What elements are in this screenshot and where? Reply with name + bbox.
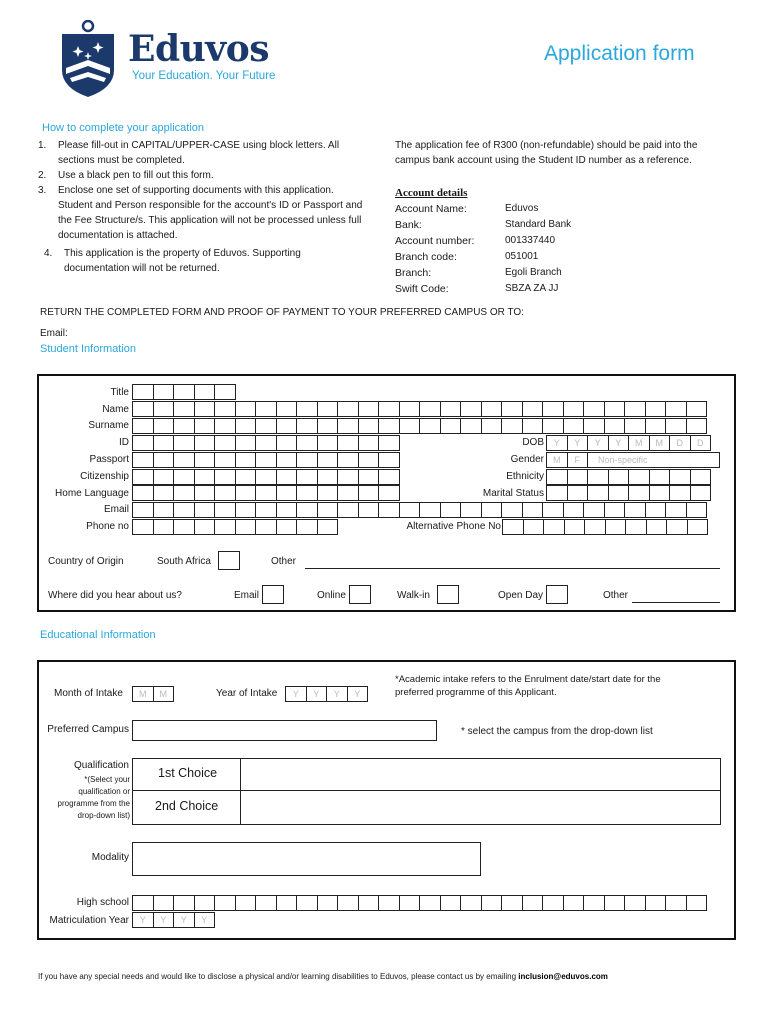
grid-cell[interactable] xyxy=(255,485,277,501)
grid-cell[interactable] xyxy=(276,452,298,468)
grid-cell[interactable] xyxy=(214,502,236,518)
grid-cell[interactable] xyxy=(501,401,523,417)
passport-cells[interactable] xyxy=(132,452,399,468)
title-cells[interactable] xyxy=(132,384,235,400)
grid-cell[interactable] xyxy=(214,418,236,434)
country-other-label: Other xyxy=(271,556,297,567)
grid-cell[interactable] xyxy=(276,485,298,501)
modality-select[interactable] xyxy=(132,842,481,876)
grid-cell[interactable] xyxy=(460,895,482,911)
grid-cell[interactable] xyxy=(690,485,712,501)
grid-cell[interactable] xyxy=(173,401,195,417)
marital-status-cells[interactable] xyxy=(546,485,710,501)
grid-cell[interactable] xyxy=(628,469,650,485)
grid-cell[interactable] xyxy=(173,435,195,451)
gender-m[interactable]: M xyxy=(546,452,568,468)
grid-cell[interactable] xyxy=(628,485,650,501)
grid-cell[interactable] xyxy=(460,502,482,518)
grid-cell[interactable] xyxy=(153,435,175,451)
grid-cell[interactable] xyxy=(542,418,564,434)
matric-year-label: Matriculation Year xyxy=(49,915,129,926)
grid-cell[interactable] xyxy=(358,418,380,434)
grid-cell[interactable] xyxy=(624,418,646,434)
south-africa-label: South Africa xyxy=(157,556,211,567)
grid-cell[interactable] xyxy=(194,485,216,501)
grid-cell[interactable] xyxy=(687,519,709,535)
name-cells[interactable] xyxy=(132,401,706,417)
grid-cell[interactable] xyxy=(690,469,712,485)
form-title: Application form xyxy=(544,42,695,65)
instruction-item: 4. This application is the property of Eduvos. Supporting documentation will not be returned. xyxy=(44,248,301,274)
grid-cell[interactable] xyxy=(153,418,175,434)
grid-cell[interactable] xyxy=(276,418,298,434)
grid-cell[interactable] xyxy=(235,401,257,417)
grid-cell[interactable] xyxy=(604,502,626,518)
grid-cell[interactable] xyxy=(214,401,236,417)
grid-cell[interactable] xyxy=(317,502,339,518)
grid-cell[interactable] xyxy=(235,502,257,518)
citizenship-label: Citizenship xyxy=(80,471,129,482)
grid-cell[interactable] xyxy=(337,469,359,485)
grid-cell[interactable] xyxy=(255,418,277,434)
eduvos-logo-icon xyxy=(60,20,116,98)
grid-cell[interactable] xyxy=(296,452,318,468)
grid-cell[interactable] xyxy=(645,418,667,434)
grid-cell[interactable] xyxy=(194,469,216,485)
surname-label: Surname xyxy=(88,420,129,431)
grid-cell[interactable] xyxy=(567,469,589,485)
campus-label: Preferred Campus xyxy=(47,724,129,735)
grid-cell[interactable] xyxy=(194,519,216,535)
grid-cell[interactable] xyxy=(399,401,421,417)
id-cells[interactable] xyxy=(132,435,399,451)
grid-cell[interactable] xyxy=(542,895,564,911)
grid-cell[interactable] xyxy=(419,895,441,911)
grid-cell[interactable] xyxy=(501,502,523,518)
grid-cell[interactable] xyxy=(481,418,503,434)
instruction-item: 3. Enclose one set of supporting documents with this application. Student and Person responsible for the account's ID or Passport and the Fee Structure/s. This application will not be processed unless full documentation is attached. xyxy=(38,185,363,241)
grid-cell[interactable] xyxy=(358,435,380,451)
ethnicity-cells[interactable] xyxy=(546,469,710,485)
grid-cell[interactable] xyxy=(235,435,257,451)
grid-cell[interactable] xyxy=(276,519,298,535)
grid-cell[interactable] xyxy=(358,452,380,468)
grid-cell[interactable] xyxy=(276,502,298,518)
grid-cell[interactable] xyxy=(235,895,257,911)
grid-cell[interactable] xyxy=(153,502,175,518)
grid-cell[interactable] xyxy=(358,502,380,518)
grid-cell[interactable] xyxy=(173,895,195,911)
education-heading: Educational Information xyxy=(40,629,156,641)
grid-cell[interactable] xyxy=(358,895,380,911)
grid-cell[interactable] xyxy=(419,502,441,518)
grid-cell[interactable] xyxy=(153,452,175,468)
grid-cell[interactable] xyxy=(604,401,626,417)
student-info-heading: Student Information xyxy=(40,343,137,355)
grid-cell[interactable] xyxy=(399,418,421,434)
grid-cell[interactable] xyxy=(583,418,605,434)
grid-cell[interactable] xyxy=(132,469,154,485)
grid-cell[interactable] xyxy=(522,502,544,518)
grid-cell[interactable] xyxy=(276,895,298,911)
grid-cell[interactable] xyxy=(587,469,609,485)
grid-cell[interactable] xyxy=(546,485,568,501)
grid-cell[interactable] xyxy=(235,452,257,468)
grid-cell[interactable] xyxy=(194,435,216,451)
qualification-note: *(Select your qualification or programme from the drop-down list) xyxy=(57,775,130,820)
grid-cell[interactable] xyxy=(317,435,339,451)
grid-cell[interactable] xyxy=(542,502,564,518)
gender-nonspecific[interactable]: Non-specific xyxy=(587,452,720,468)
hear-walkin-label: Walk-in xyxy=(397,590,430,601)
brand-tagline: Your Education. Your Future xyxy=(132,70,276,82)
grid-cell[interactable] xyxy=(440,401,462,417)
grid-cell[interactable] xyxy=(132,485,154,501)
grid-cell[interactable] xyxy=(296,435,318,451)
grid-cell[interactable] xyxy=(669,469,691,485)
grid-cell[interactable] xyxy=(686,502,708,518)
grid-cell[interactable] xyxy=(481,502,503,518)
grid-cell[interactable] xyxy=(378,452,400,468)
ethnicity-label: Ethnicity xyxy=(506,471,544,482)
grid-cell[interactable] xyxy=(399,895,421,911)
matric-year-cells[interactable]: Y Y Y Y xyxy=(132,912,214,928)
grid-cell[interactable] xyxy=(587,485,609,501)
grid-cell[interactable] xyxy=(543,519,565,535)
hear-other-label: Other xyxy=(603,590,629,601)
grid-cell[interactable] xyxy=(235,418,257,434)
grid-cell[interactable] xyxy=(296,502,318,518)
modality-label: Modality xyxy=(91,852,129,863)
grid-cell[interactable] xyxy=(317,485,339,501)
grid-cell[interactable] xyxy=(584,519,606,535)
grid-cell[interactable] xyxy=(624,401,646,417)
grid-cell[interactable] xyxy=(194,452,216,468)
grid-cell[interactable] xyxy=(686,401,708,417)
grid-cell[interactable] xyxy=(522,418,544,434)
grid-cell[interactable] xyxy=(194,401,216,417)
grid-cell[interactable] xyxy=(132,401,154,417)
grid-cell[interactable] xyxy=(153,519,175,535)
grid-cell[interactable] xyxy=(132,519,154,535)
hear-other-field[interactable] xyxy=(632,602,720,603)
grid-cell[interactable] xyxy=(563,502,585,518)
grid-cell[interactable] xyxy=(255,435,277,451)
grid-cell[interactable] xyxy=(399,502,421,518)
grid-cell[interactable] xyxy=(645,401,667,417)
grid-cell[interactable] xyxy=(132,452,154,468)
grid-cell[interactable] xyxy=(337,502,359,518)
grid-cell[interactable] xyxy=(214,469,236,485)
grid-cell[interactable] xyxy=(646,519,668,535)
grid-cell[interactable] xyxy=(337,895,359,911)
grid-cell[interactable] xyxy=(502,519,524,535)
first-choice-divider xyxy=(240,758,241,825)
hear-email-label: Email xyxy=(234,590,260,601)
grid-cell[interactable] xyxy=(276,435,298,451)
grid-cell[interactable] xyxy=(624,895,646,911)
grid-cell[interactable] xyxy=(378,401,400,417)
citizenship-cells[interactable] xyxy=(132,469,399,485)
grid-cell[interactable] xyxy=(604,895,626,911)
month-intake-cells[interactable]: M M xyxy=(132,686,173,702)
instructions-list xyxy=(38,138,363,276)
dob-cells[interactable]: Y Y Y Y M M D D xyxy=(546,435,710,451)
home-language-cells[interactable] xyxy=(132,485,399,501)
month-intake-label: Month of Intake xyxy=(54,688,123,699)
grid-cell[interactable] xyxy=(317,452,339,468)
grid-cell[interactable] xyxy=(214,895,236,911)
instruction-item: 1. Please fill-out in CAPITAL/UPPER-CASE using block letters. All sections must be completed. xyxy=(38,140,340,166)
grid-cell[interactable] xyxy=(358,485,380,501)
grid-cell[interactable] xyxy=(625,519,647,535)
email-label: Email: xyxy=(40,328,68,339)
grid-cell[interactable] xyxy=(317,469,339,485)
grid-cell[interactable] xyxy=(296,485,318,501)
grid-cell[interactable] xyxy=(358,469,380,485)
grid-cell[interactable] xyxy=(132,502,154,518)
campus-note: * select the campus from the drop-down list xyxy=(461,726,653,737)
grid-cell[interactable] xyxy=(666,519,688,535)
title-label: Title xyxy=(110,387,129,398)
grid-cell[interactable] xyxy=(132,418,154,434)
grid-cell[interactable] xyxy=(255,502,277,518)
grid-cell[interactable] xyxy=(173,418,195,434)
grid-cell[interactable] xyxy=(649,469,671,485)
fee-note: The application fee of R300 (non-refundable) should be paid into the campus bank account using the Student ID number as a reference. xyxy=(395,140,698,166)
grid-cell[interactable] xyxy=(378,435,400,451)
grid-cell[interactable] xyxy=(337,401,359,417)
grid-cell[interactable] xyxy=(481,401,503,417)
grid-cell[interactable] xyxy=(419,418,441,434)
home-language-label: Home Language xyxy=(55,488,129,499)
hear-email-checkbox[interactable] xyxy=(262,585,284,604)
grid-cell[interactable] xyxy=(276,469,298,485)
grid-cell[interactable] xyxy=(235,519,257,535)
grid-cell[interactable] xyxy=(523,519,545,535)
gender-f[interactable]: F xyxy=(567,452,589,468)
grid-cell[interactable] xyxy=(296,519,318,535)
dob-label: DOB xyxy=(522,437,544,448)
alt-phone-label: Alternative Phone No xyxy=(406,521,501,532)
grid-cell[interactable] xyxy=(440,895,462,911)
highschool-label: High school xyxy=(76,897,129,908)
grid-cell[interactable] xyxy=(649,485,671,501)
grid-cell[interactable] xyxy=(255,519,277,535)
grid-cell[interactable] xyxy=(542,401,564,417)
hear-openday-label: Open Day xyxy=(498,590,544,601)
second-choice-label: 2nd Choice xyxy=(155,799,219,813)
grid-cell[interactable] xyxy=(501,895,523,911)
marital-status-label: Marital Status xyxy=(482,488,544,499)
grid-cell[interactable] xyxy=(296,418,318,434)
hear-online-label: Online xyxy=(317,590,346,601)
instruction-item: 2. Use a black pen to fill out this form. xyxy=(38,170,214,181)
country-other-field[interactable] xyxy=(305,568,720,569)
grid-cell[interactable] xyxy=(522,401,544,417)
grid-cell[interactable] xyxy=(153,485,175,501)
grid-cell[interactable] xyxy=(255,401,277,417)
grid-cell[interactable] xyxy=(173,502,195,518)
grid-cell[interactable] xyxy=(173,452,195,468)
grid-cell[interactable] xyxy=(567,485,589,501)
grid-cell[interactable] xyxy=(317,895,339,911)
grid-cell[interactable] xyxy=(378,485,400,501)
grid-cell[interactable] xyxy=(583,401,605,417)
grid-cell[interactable] xyxy=(235,485,257,501)
intake-note: *Academic intake refers to the Enrulment date/start date for the preferred programme of this Applicant. xyxy=(395,674,661,698)
grid-cell[interactable] xyxy=(378,895,400,911)
grid-cell[interactable] xyxy=(563,895,585,911)
surname-cells[interactable] xyxy=(132,418,706,434)
grid-cell[interactable] xyxy=(255,452,277,468)
qualification-second-choice[interactable] xyxy=(132,790,721,825)
highschool-cells[interactable] xyxy=(132,895,706,911)
first-choice-label: 1st Choice xyxy=(158,766,218,780)
grid-cell[interactable] xyxy=(608,469,630,485)
gender-cells[interactable] xyxy=(546,452,719,468)
footer-note: If you have any special needs and would like to disclose a physical and/or learning disabilities to Eduvos, please contact us by emailing inclusion@eduvos.com xyxy=(38,972,608,981)
phone-cells[interactable] xyxy=(132,519,337,535)
grid-cell[interactable] xyxy=(317,519,339,535)
grid-cell[interactable] xyxy=(665,502,687,518)
hear-online-checkbox[interactable] xyxy=(349,585,371,604)
grid-cell[interactable] xyxy=(563,418,585,434)
grid-cell[interactable] xyxy=(296,401,318,417)
email-field-label: Email xyxy=(103,504,129,515)
grid-cell[interactable] xyxy=(173,469,195,485)
south-africa-checkbox[interactable] xyxy=(218,551,240,570)
grid-cell[interactable] xyxy=(337,435,359,451)
account-details: Account Name: Eduvos Bank: Standard Bank Account number: 001337440 Branch code: 051001 Branch: Egoli Branch Swift Code: SBZA ZA JJ xyxy=(395,203,572,295)
grid-cell[interactable] xyxy=(645,502,667,518)
grid-cell[interactable] xyxy=(173,519,195,535)
return-note: RETURN THE COMPLETED FORM AND PROOF OF PAYMENT TO YOUR PREFERRED CAMPUS OR TO: xyxy=(40,307,524,318)
grid-cell[interactable] xyxy=(608,485,630,501)
grid-cell[interactable] xyxy=(378,502,400,518)
grid-cell[interactable] xyxy=(665,895,687,911)
grid-cell[interactable] xyxy=(153,895,175,911)
id-label: ID xyxy=(119,437,129,448)
grid-cell[interactable] xyxy=(564,519,586,535)
grid-cell[interactable] xyxy=(481,895,503,911)
grid-cell[interactable] xyxy=(276,401,298,417)
grid-cell[interactable] xyxy=(358,401,380,417)
grid-cell[interactable] xyxy=(153,469,175,485)
qualification-first-choice[interactable] xyxy=(132,758,721,791)
grid-cell[interactable] xyxy=(296,895,318,911)
hear-openday-checkbox[interactable] xyxy=(546,585,568,604)
passport-label: Passport xyxy=(89,454,129,465)
grid-cell[interactable] xyxy=(440,418,462,434)
grid-cell[interactable] xyxy=(194,895,216,911)
grid-cell[interactable] xyxy=(378,418,400,434)
grid-cell[interactable] xyxy=(686,895,708,911)
grid-cell[interactable] xyxy=(255,469,277,485)
grid-cell[interactable] xyxy=(337,485,359,501)
grid-cell[interactable] xyxy=(686,418,708,434)
grid-cell[interactable] xyxy=(153,401,175,417)
grid-cell[interactable] xyxy=(440,502,462,518)
country-label: Country of Origin xyxy=(48,556,124,567)
gender-label: Gender xyxy=(510,454,544,465)
grid-cell[interactable] xyxy=(419,401,441,417)
name-label: Name xyxy=(102,404,129,415)
year-intake-cells[interactable]: Y Y Y Y xyxy=(285,686,367,702)
grid-cell[interactable] xyxy=(255,895,277,911)
grid-cell[interactable] xyxy=(378,469,400,485)
grid-cell[interactable] xyxy=(317,418,339,434)
grid-cell[interactable] xyxy=(501,418,523,434)
grid-cell[interactable] xyxy=(645,895,667,911)
year-intake-label: Year of Intake xyxy=(216,688,278,699)
grid-cell[interactable] xyxy=(235,469,257,485)
grid-cell[interactable] xyxy=(546,469,568,485)
phone-label: Phone no xyxy=(86,521,129,532)
grid-cell[interactable] xyxy=(173,485,195,501)
grid-cell[interactable] xyxy=(132,895,154,911)
grid-cell[interactable] xyxy=(665,401,687,417)
grid-cell[interactable] xyxy=(337,452,359,468)
brand-name: Eduvos xyxy=(128,28,269,70)
grid-cell[interactable] xyxy=(214,485,236,501)
grid-cell[interactable] xyxy=(194,418,216,434)
grid-cell[interactable] xyxy=(194,502,216,518)
grid-cell[interactable] xyxy=(296,469,318,485)
alt-phone-cells[interactable] xyxy=(502,519,707,535)
grid-cell[interactable] xyxy=(460,418,482,434)
grid-cell[interactable] xyxy=(624,502,646,518)
grid-cell[interactable] xyxy=(337,418,359,434)
grid-cell[interactable] xyxy=(132,435,154,451)
grid-cell[interactable] xyxy=(214,435,236,451)
grid-cell[interactable] xyxy=(669,485,691,501)
grid-cell[interactable] xyxy=(583,502,605,518)
grid-cell[interactable] xyxy=(665,418,687,434)
hear-walkin-checkbox[interactable] xyxy=(437,585,459,604)
campus-select[interactable] xyxy=(132,720,437,741)
inclusion-email-link[interactable]: inclusion@eduvos.com xyxy=(518,972,608,981)
grid-cell[interactable] xyxy=(563,401,585,417)
grid-cell[interactable] xyxy=(605,519,627,535)
instructions-heading: How to complete your application xyxy=(42,122,205,134)
grid-cell[interactable] xyxy=(214,519,236,535)
grid-cell[interactable] xyxy=(460,401,482,417)
grid-cell[interactable] xyxy=(214,452,236,468)
account-heading: Account details xyxy=(395,187,468,199)
grid-cell[interactable] xyxy=(317,401,339,417)
hear-label: Where did you hear about us? xyxy=(48,590,182,601)
email-cells[interactable] xyxy=(132,502,706,518)
grid-cell[interactable] xyxy=(522,895,544,911)
grid-cell[interactable] xyxy=(583,895,605,911)
qualification-label: Qualification xyxy=(73,760,129,771)
grid-cell[interactable] xyxy=(604,418,626,434)
